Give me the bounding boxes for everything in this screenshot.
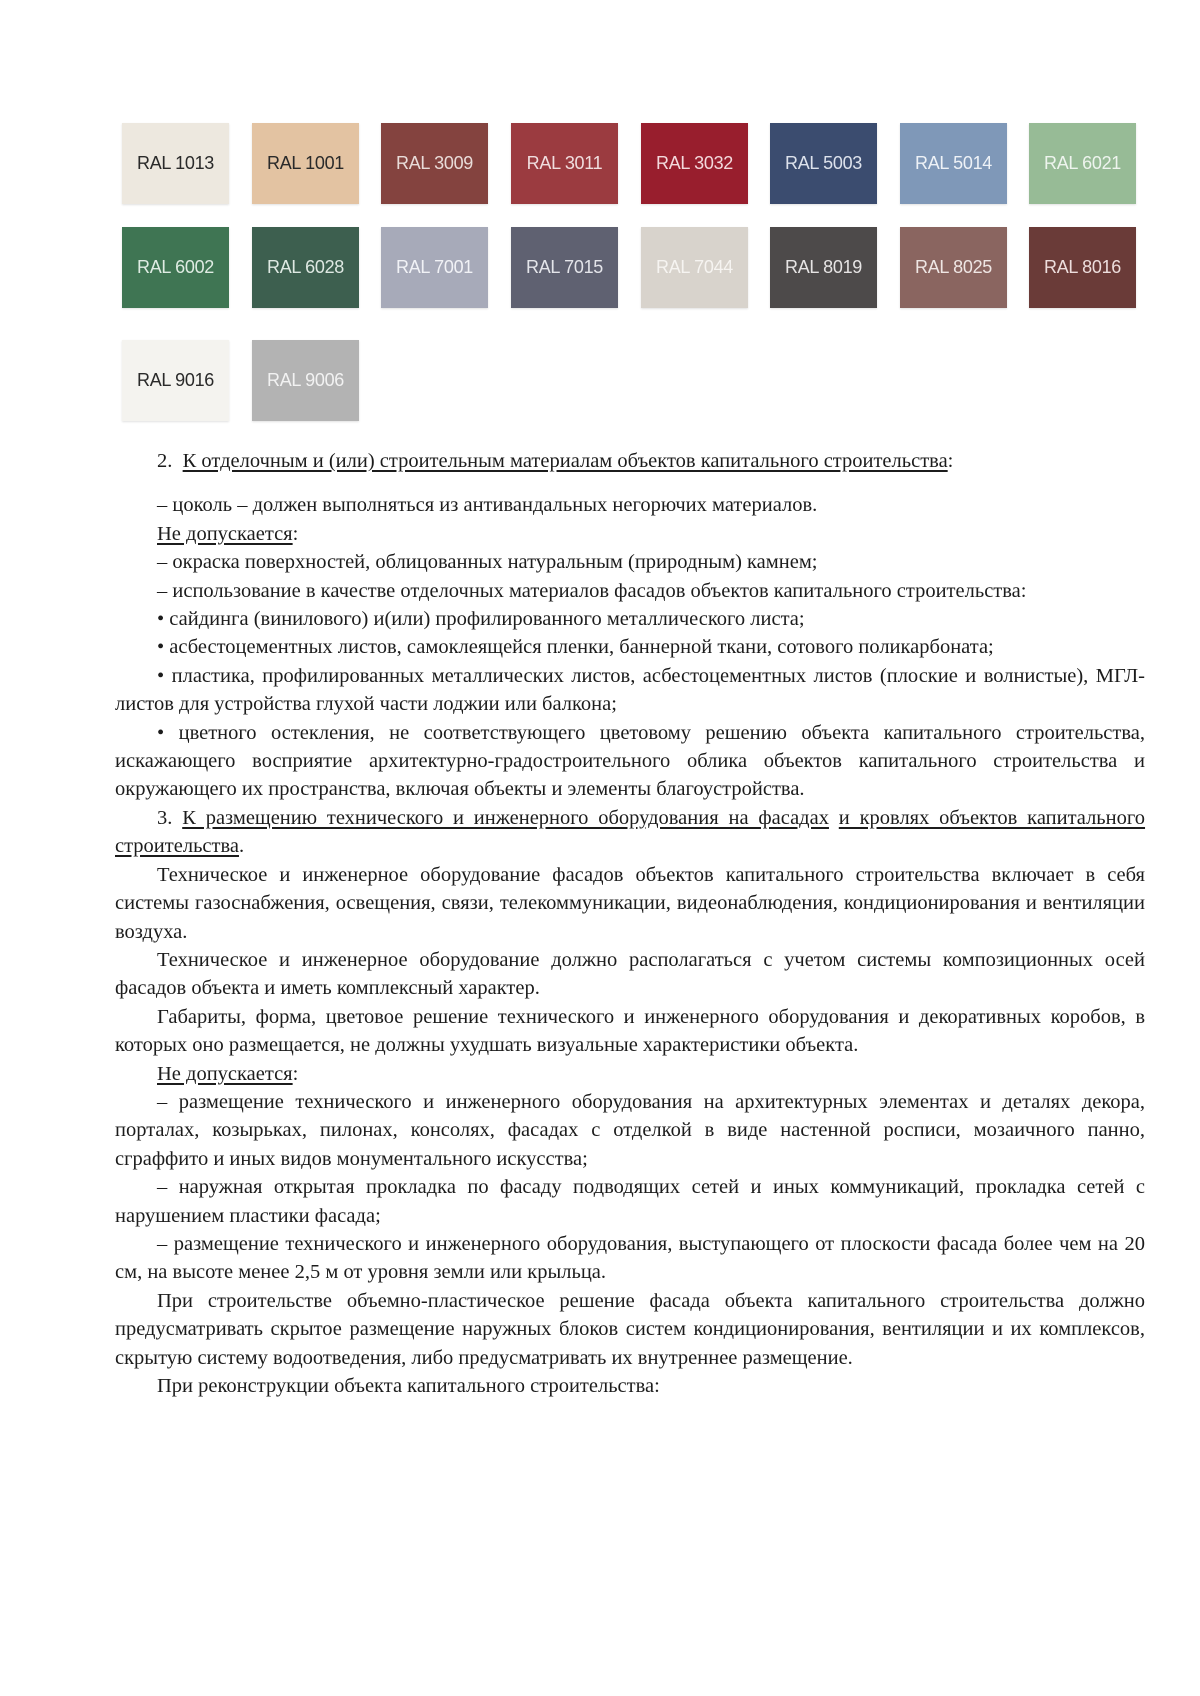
color-swatch — [1029, 123, 1136, 204]
swatch-label: RAL 6021 — [1044, 153, 1121, 173]
color-swatch — [511, 123, 618, 204]
swatch-label: RAL 9006 — [267, 370, 344, 390]
section-number: 2. — [157, 450, 173, 472]
paragraph: Техническое и инженерное оборудование должно располагаться с учетом системы композиционных осей фасадов объекта и иметь комплексный характер. — [115, 948, 1145, 1000]
color-swatch — [252, 123, 359, 204]
swatch-label: RAL 7015 — [526, 257, 603, 277]
swatch-label: RAL 5014 — [915, 153, 992, 173]
color-swatch — [641, 123, 748, 204]
color-swatch — [252, 340, 359, 421]
swatch-label: RAL 8016 — [1044, 257, 1121, 277]
colon: : — [947, 450, 954, 472]
color-swatch — [1029, 227, 1136, 308]
period: . — [238, 835, 245, 858]
bullet-item: • сайдинга (винилового) и(или) профилированного металлического листа; — [157, 608, 805, 631]
colon: : — [292, 522, 299, 545]
swatch-label: RAL 3032 — [656, 153, 733, 173]
swatch-label: RAL 1013 — [137, 153, 214, 173]
color-swatch — [900, 123, 1007, 204]
bullet-item: • цветного остекления, не соответствующего цветовому решению объекта капитального строительства, искажающего восприятие архитектурно-градостроительного облика объектов капитального строительства и окружающего их пространства, включая объекты и элементы благоустройства. — [115, 721, 1145, 801]
color-swatch — [900, 227, 1007, 308]
color-swatch — [511, 227, 618, 308]
color-swatch — [770, 123, 877, 204]
color-swatch — [381, 227, 488, 308]
paragraph: Техническое и инженерное оборудование фасадов объектов капитального строительства включает в себя системы газоснабжения, освещения, связи, телекоммуникации, видеонаблюдения, кондиционирования и вентиляции воздуха. — [115, 863, 1145, 943]
list-item: – наружная открытая прокладка по фасаду подводящих сетей и иных коммуникаций, прокладка сетей с нарушением пластики фасада; — [115, 1176, 1145, 1227]
list-item: – размещение технического и инженерного оборудования, выступающего от плоскости фасада более чем на 20 см, на высоте менее 2,5 м от уровня земли или крыльца. — [115, 1232, 1145, 1284]
list-item: – использование в качестве отделочных материалов фасадов объектов капитального строительства: — [157, 579, 1027, 602]
section-title-cont: и кровлях объектов капитального строительства — [115, 806, 1146, 858]
color-swatch — [381, 123, 488, 204]
swatch-label: RAL 3011 — [526, 153, 603, 173]
swatch-label: RAL 8019 — [785, 257, 862, 277]
list-item: – размещение технического и инженерного оборудования на архитектурных элементах и деталях декора, порталах, козырьках, пилонах, консолях, фасадах с отделкой в виде настенной росписи, мозаичного панно, сграффито и иных видов монументального искусства; — [115, 1090, 1145, 1170]
paragraph: При строительстве объемно-пластическое решение фасада объекта капитального строительства должно предусматривать скрытое размещение наружных блоков систем кондиционирования, вентиляции и их комплексов, скрытую систему водоотведения, либо предусматривать их внутреннее размещение. — [115, 1289, 1145, 1369]
swatch-label: RAL 1001 — [267, 153, 344, 173]
paragraph: При реконструкции объекта капитального строительства: — [157, 1375, 660, 1397]
colon: : — [292, 1062, 299, 1085]
section-3-heading — [115, 804, 1145, 861]
swatch-label: RAL 7001 — [396, 257, 473, 277]
section-2-heading — [115, 447, 1145, 475]
swatch-label: RAL 6028 — [267, 257, 344, 277]
section-title: К отделочным и (или) строительным материалам объектов капитального строительства — [182, 450, 948, 472]
swatch-label: RAL 9016 — [137, 370, 214, 390]
color-swatch — [770, 227, 877, 308]
color-swatch — [122, 340, 229, 421]
not-allowed-label — [115, 1060, 1145, 1088]
color-swatch — [122, 227, 229, 308]
swatch-label: RAL 3009 — [396, 153, 473, 173]
plinth-paragraph: – цоколь – должен выполняться из антивандальных негорючих материалов. — [157, 494, 818, 517]
document-body — [115, 447, 1145, 1400]
section-title: К размещению технического и инженерного оборудования на фасадах — [182, 806, 829, 829]
not-allowed-text: Не допускается — [157, 522, 293, 545]
section-number: 3. — [157, 806, 173, 829]
color-swatch — [252, 227, 359, 308]
bullet-item: • асбестоцементных листов, самоклеящейся пленки, баннерной ткани, сотового поликарбоната; — [157, 636, 994, 659]
bullet-item: • пластика, профилированных металлических листов, асбестоцементных листов (плоские и волнистые), МГЛ-листов для устройства глухой части лоджии или балкона; — [115, 664, 1145, 716]
not-allowed-label — [115, 520, 1145, 548]
color-swatch — [641, 227, 748, 308]
swatch-label: RAL 6002 — [137, 257, 214, 277]
swatch-label: RAL 7044 — [656, 257, 733, 277]
swatch-label: RAL 8025 — [915, 257, 992, 277]
swatch-label: RAL 5003 — [785, 153, 862, 173]
not-allowed-text: Не допускается — [157, 1062, 293, 1085]
paragraph: Габариты, форма, цветовое решение технического и инженерного оборудования и декоративных коробов, в которых оно размещается, не должны ухудшать визуальные характеристики объекта. — [115, 1005, 1145, 1057]
list-item: – окраска поверхностей, облицованных натуральным (природным) камнем; — [157, 551, 818, 574]
color-swatch — [122, 123, 229, 204]
